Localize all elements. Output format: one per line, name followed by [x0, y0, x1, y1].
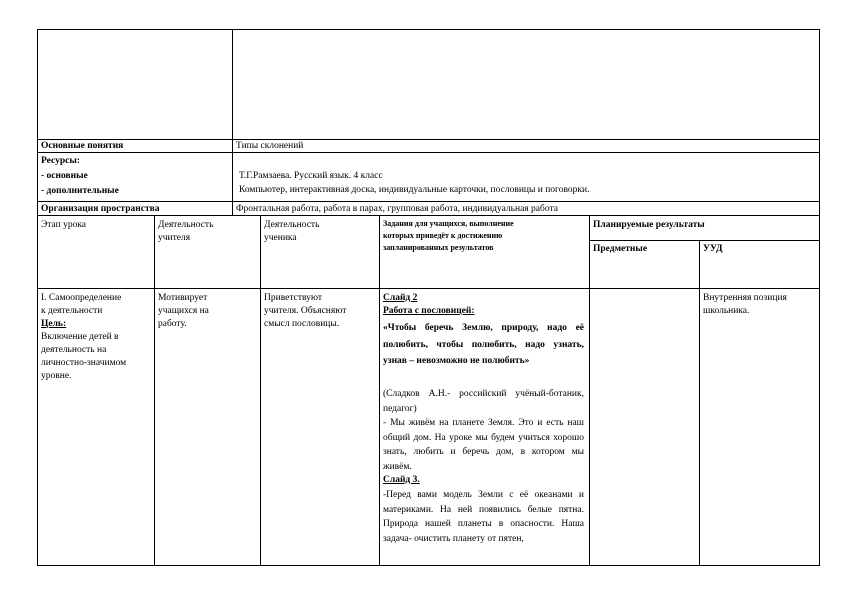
resources-extra-value: Компьютер, интерактивная доска, индивидуальные карточки, пословицы и поговорки.	[239, 185, 590, 195]
stage-title: I. Самоопределение	[41, 293, 122, 303]
proverb-work-heading: Работа с пословицей:	[383, 306, 475, 316]
header-teacher-activity: Деятельность	[158, 220, 214, 230]
student-activity-text: Приветствуют	[264, 293, 323, 303]
teacher-activity-text: работу.	[158, 319, 187, 329]
stage-goal-label: Цель:	[41, 319, 67, 329]
header-subject-results: Предметные	[593, 244, 648, 254]
column-divider	[699, 240, 700, 566]
proverb-quote: «Чтобы беречь Землю, природу, надо её полюбить, чтобы полюбить, надо узнать, узнав – невозможно не полюбить»	[383, 323, 584, 366]
table-right-border	[819, 29, 820, 566]
space-organization-label: Организация пространства	[41, 204, 160, 214]
header-stage: Этап урока	[41, 220, 87, 230]
space-organization-value: Фронтальная работа, работа в парах, групповая работа, индивидуальная работа	[236, 204, 558, 214]
stage-goal-text: Включение детей в	[41, 332, 119, 342]
header-uud: УУД	[703, 244, 723, 254]
teacher-activity-text: Мотивирует	[158, 293, 208, 303]
uud-text: Внутренняя позиция	[703, 293, 787, 303]
column-divider	[154, 215, 155, 566]
stage-goal-text: уровне.	[41, 371, 72, 381]
header-planned-results: Планируемые результаты	[593, 220, 705, 230]
resources-main-label: - основные	[41, 171, 88, 181]
table-top-border	[37, 29, 820, 30]
resources-extra-label: - дополнительные	[41, 186, 119, 196]
stage-goal-text: деятельность на	[41, 345, 107, 355]
basic-concepts-label: Основные понятия	[41, 141, 124, 151]
stage-title: к деятельности	[41, 306, 103, 316]
row-divider	[37, 201, 820, 202]
uud-text: школьника.	[703, 306, 750, 316]
row-divider	[37, 152, 820, 153]
resources-main-value: Т.Г.Рамзаева. Русский язык. 4 класс	[239, 171, 383, 181]
column-divider	[589, 215, 590, 566]
row-divider	[37, 139, 820, 140]
table-left-border	[37, 29, 38, 566]
header-tasks: которых приведёт к достижению	[383, 231, 503, 240]
column-divider	[260, 215, 261, 566]
resources-label: Ресурсы:	[41, 156, 80, 166]
stage-goal-text: личностно-значимом	[41, 358, 127, 368]
task-paragraph: - Мы живём на планете Земля. Это и есть наш общий дом. На уроке мы будем учиться хорошо знать, любить и беречь дом, в котором мы живём.	[383, 418, 584, 472]
slide-3-heading: Слайд 3.	[383, 475, 420, 485]
student-activity-text: смысл пословицы.	[264, 319, 340, 329]
header-student-activity: ученика	[264, 233, 297, 243]
header-tasks: запланированных результатов	[383, 243, 494, 252]
teacher-activity-text: учащихся на	[158, 306, 209, 316]
header-tasks: Задания для учащихся, выполнение	[383, 219, 514, 228]
proverb-author: (Сладков А.Н.- российский учёный-ботаник, педагог)	[383, 389, 584, 414]
column-divider	[379, 215, 380, 566]
planned-subheader-divider	[589, 240, 820, 241]
basic-concepts-value: Типы склонений	[236, 141, 304, 151]
header-teacher-activity: учителя	[158, 233, 191, 243]
task-paragraph: -Перед вами модель Земли с её океанами и материками. На ней появились белые пятна. Природа нашей планеты в опасности. Наша задача- очистить планету от пятен,	[383, 490, 584, 544]
header-student-activity: Деятельность	[264, 220, 320, 230]
column-divider	[232, 29, 233, 216]
slide-2-heading: Слайд 2	[383, 293, 418, 303]
student-activity-text: учителя. Объясняют	[264, 306, 347, 316]
